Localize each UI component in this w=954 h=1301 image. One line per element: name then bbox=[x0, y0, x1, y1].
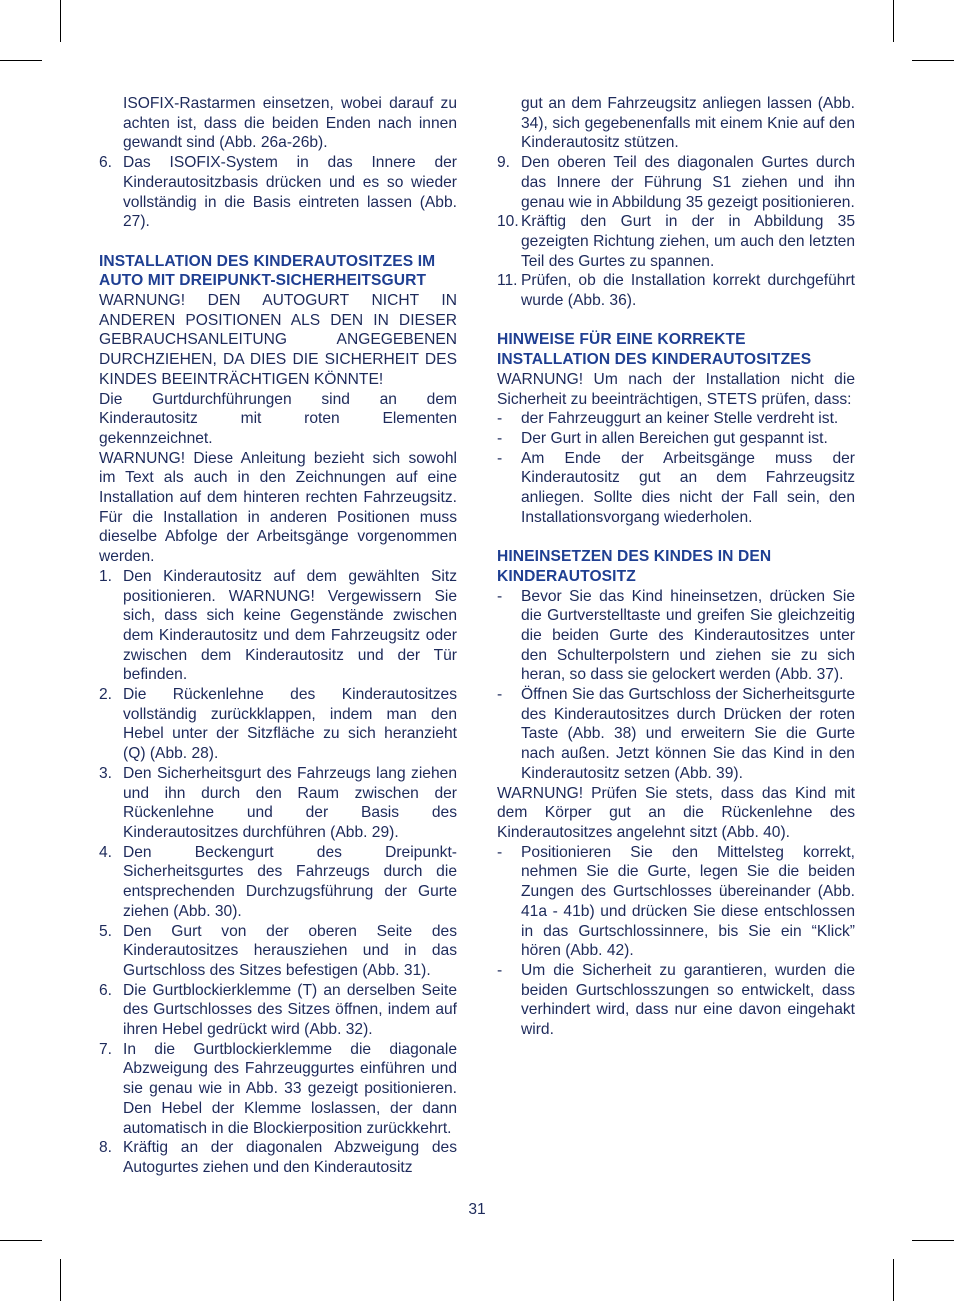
list-number: 6. bbox=[99, 981, 113, 999]
list-text: Den Sicherheitsgurt des Fahrzeugs lang ziehen und ihn durch den Raum zwischen der Rückenlehne und der Basis des Kinderautositzes durchführen (Abb. 29). bbox=[123, 764, 457, 841]
bullet-dash: - bbox=[497, 686, 503, 704]
list-text: Öffnen Sie das Gurtschloss der Sicherheitsgurte des Kinderautositzes durch Drücken der roten Taste (Abb. 38) und erweitern Sie die Gurte nach außen. Jetzt können Sie das Kind in den Kinderautositz setzen (Abb. 39). bbox=[521, 686, 855, 782]
list-number: 5. bbox=[99, 922, 113, 940]
numbered-list bbox=[99, 567, 457, 1178]
list-text: Das ISOFIX-System in das Innere der Kinderautositzbasis drücken und es so wieder vollständig in die Basis eintreten lassen (Abb. 27). bbox=[123, 154, 457, 231]
list-item bbox=[99, 922, 457, 981]
list-text: der Fahrzeuggurt an keiner Stelle verdreht ist. bbox=[521, 410, 839, 428]
warning-paragraph: WARNUNG! DEN AUTOGURT NICHT IN ANDEREN POSITIONEN ALS DEN IN DIESER GEBRAUCHSANLEITUNG ANGEGEBENEN DURCHZIEHEN, DA DIES DIE SICHERHEIT DES KINDES BEEINTRÄCHTIGEN KÖNNTE! bbox=[99, 292, 457, 388]
crop-mark bbox=[912, 1240, 954, 1241]
list-item bbox=[99, 153, 457, 232]
list-item bbox=[99, 1138, 457, 1177]
list-item bbox=[497, 449, 855, 528]
list-item bbox=[497, 961, 855, 1040]
bullet-list bbox=[497, 409, 855, 527]
crop-mark bbox=[60, 0, 61, 42]
list-item bbox=[99, 685, 457, 764]
list-number: 11. bbox=[497, 272, 518, 290]
crop-mark bbox=[893, 1259, 894, 1301]
continued-paragraph: gut an dem Fahrzeugsitz anliegen lassen (Abb. 34), sich gegebenenfalls mit einem Knie auf den Kinderautositz stützen. bbox=[521, 95, 855, 152]
list-item bbox=[497, 212, 855, 271]
list-number: 7. bbox=[99, 1040, 113, 1058]
list-text: Den oberen Teil des diagonalen Gurtes durch das Innere der Führung S1 ziehen und ihn genau wie in Abbildung 35 gezeigt positionieren. bbox=[521, 154, 855, 211]
crop-mark bbox=[0, 1240, 42, 1241]
list-number: 10. bbox=[497, 213, 519, 231]
crop-mark bbox=[912, 60, 954, 61]
body-paragraph: WARNUNG! Prüfen Sie stets, dass das Kind mit dem Körper gut an die Rückenlehne des Kinderautositzes angelehnt sitzt (Abb. 40). bbox=[497, 784, 855, 841]
section-heading: HINEINSETZEN DES KINDES IN DEN KINDERAUTOSITZ bbox=[497, 548, 772, 585]
list-number: 6. bbox=[99, 154, 113, 172]
list-item bbox=[99, 981, 457, 1040]
page-number: 31 bbox=[468, 1201, 486, 1218]
bullet-dash: - bbox=[497, 961, 503, 979]
list-item bbox=[497, 685, 855, 784]
bullet-list bbox=[497, 587, 855, 784]
numbered-list bbox=[497, 153, 855, 311]
bullet-dash: - bbox=[497, 587, 503, 605]
list-item bbox=[99, 1040, 457, 1139]
section-heading: HINWEISE FÜR EINE KORREKTE INSTALLATION DES KINDERAUTOSITZES bbox=[497, 331, 812, 369]
list-text: Bevor Sie das Kind hineinsetzen, drücken Sie die Gurtverstelltaste und greifen Sie gleichzeitig die beiden Gurte des Kinderautositzes unter den Schulterpolstern und ziehen sie zu sich heran, so dass sie gelockert werden (Abb. 37). bbox=[521, 587, 855, 684]
list-text: Prüfen, ob die Installation korrekt durchgeführt wurde (Abb. 36). bbox=[521, 272, 855, 310]
list-text: Der Gurt in allen Bereichen gut gespannt ist. bbox=[521, 429, 828, 447]
list-item bbox=[99, 567, 457, 685]
list-text: Positionieren Sie den Mittelsteg korrekt, nehmen Sie die Gurte, legen Sie die beiden Zungen des Gurtschlosses übereinander (Abb. 41a - 41b) und drücken Sie diese entschlossen in das Gurtschlossinnere, bis Sie ein “Klick” hören (Abb. 42). bbox=[521, 843, 855, 960]
bullet-dash: - bbox=[497, 429, 503, 447]
list-number: 1. bbox=[99, 567, 113, 585]
list-item bbox=[497, 587, 855, 686]
bullet-list bbox=[497, 843, 855, 1040]
list-number: 4. bbox=[99, 843, 113, 861]
body-paragraph: WARNUNG! Diese Anleitung bezieht sich sowohl im Text als auch in den Zeichnungen auf eine Installation auf dem hinteren rechten Fahrzeugsitz. Für die Installation in anderen Positionen muss dieselbe Abfolge der Arbeitsgänge vorgenommen werden. bbox=[99, 449, 457, 566]
list-text: Kräftig den Gurt in der in Abbildung 35 gezeigten Richtung ziehen, um auch den letzten Teil des Gurtes zu spannen. bbox=[521, 213, 855, 270]
list-text: Am Ende der Arbeitsgänge muss der Kinderautositz gut an dem Fahrzeugsitz anliegen. Sollte dies nicht der Fall sein, den Installationsvorgang wiederholen. bbox=[521, 449, 855, 526]
body-paragraph: WARNUNG! Um nach der Installation nicht die Sicherheit zu beeinträchtigen, STETS prüfen, dass: bbox=[497, 370, 855, 408]
crop-mark bbox=[0, 60, 42, 61]
list-item bbox=[497, 409, 855, 429]
list-text: Den Gurt von der oberen Seite des Kinderautositzes herausziehen und in das Gurtschloss des Sitzes befestigen (Abb. 31). bbox=[123, 922, 457, 979]
crop-mark bbox=[60, 1259, 61, 1301]
list-item bbox=[99, 843, 457, 922]
bullet-dash: - bbox=[497, 843, 503, 861]
list-item bbox=[497, 843, 855, 961]
section-heading: INSTALLATION DES KINDERAUTOSITZES IM AUTO MIT DREIPUNKT-SICHERHEITSGURT bbox=[99, 252, 436, 290]
list-number: 2. bbox=[99, 686, 113, 704]
list-text: Den Kinderautositz auf dem gewählten Sitz positionieren. WARNUNG! Vergewissern Sie sich, dass sich keine Gegenstände zwischen dem Kinderautositz und dem Fahrzeugsitz oder zwischen dem Kinderautositz und der Tür befinden. bbox=[123, 567, 457, 684]
list-number: 9. bbox=[497, 154, 511, 172]
list-text: Den Beckengurt des Dreipunkt-Sicherheitsgurtes des Fahrzeugs durch die entsprechenden Durchzugsführung der Gurte ziehen (Abb. 30). bbox=[123, 843, 457, 920]
left-column bbox=[99, 94, 457, 1178]
list-item bbox=[497, 429, 855, 449]
list-number: 8. bbox=[99, 1139, 113, 1157]
list-text: Die Rückenlehne des Kinderautositzes vollständig zurückklappen, indem man den Hebel unter der Sitzfläche zu sich heranzieht (Q) (Abb. 28). bbox=[123, 686, 457, 763]
bullet-dash: - bbox=[497, 410, 503, 428]
list-text: Die Gurtblockierklemme (T) an derselben Seite des Gurtschlosses des Sitzes öffnen, indem auf ihren Hebel gedrückt wird (Abb. 32). bbox=[123, 981, 457, 1039]
list-number: 3. bbox=[99, 764, 113, 782]
list-item bbox=[497, 153, 855, 212]
continued-paragraph: ISOFIX-Rastarmen einsetzen, wobei darauf zu achten ist, dass die beiden Enden nach innen gewandt sind (Abb. 26a-26b). bbox=[123, 95, 457, 152]
list-text: Um die Sicherheit zu garantieren, wurden die beiden Gurtschlosszungen so entwickelt, dass verhindert wird, dass nur eine davon eingehakt wird. bbox=[521, 961, 855, 1039]
crop-mark bbox=[893, 0, 894, 42]
list-item bbox=[497, 271, 855, 310]
list-text: Kräftig an der diagonalen Abzweigung des Autogurtes ziehen und den Kinderautositz bbox=[123, 1139, 457, 1176]
body-paragraph: Die Gurtdurchführungen sind an dem Kinderautositz mit roten Elementen gekennzeichnet. bbox=[99, 390, 457, 447]
list-item bbox=[99, 764, 457, 843]
right-column bbox=[497, 94, 855, 1040]
list-text: In die Gurtblockierklemme die diagonale Abzweigung des Fahrzeuggurtes einführen und sie genau wie in Abb. 33 gezeigt positionieren. Den Hebel der Klemme loslassen, der dann automatisch in die Blockierposition zurückkehrt. bbox=[123, 1040, 457, 1137]
bullet-dash: - bbox=[497, 449, 503, 467]
